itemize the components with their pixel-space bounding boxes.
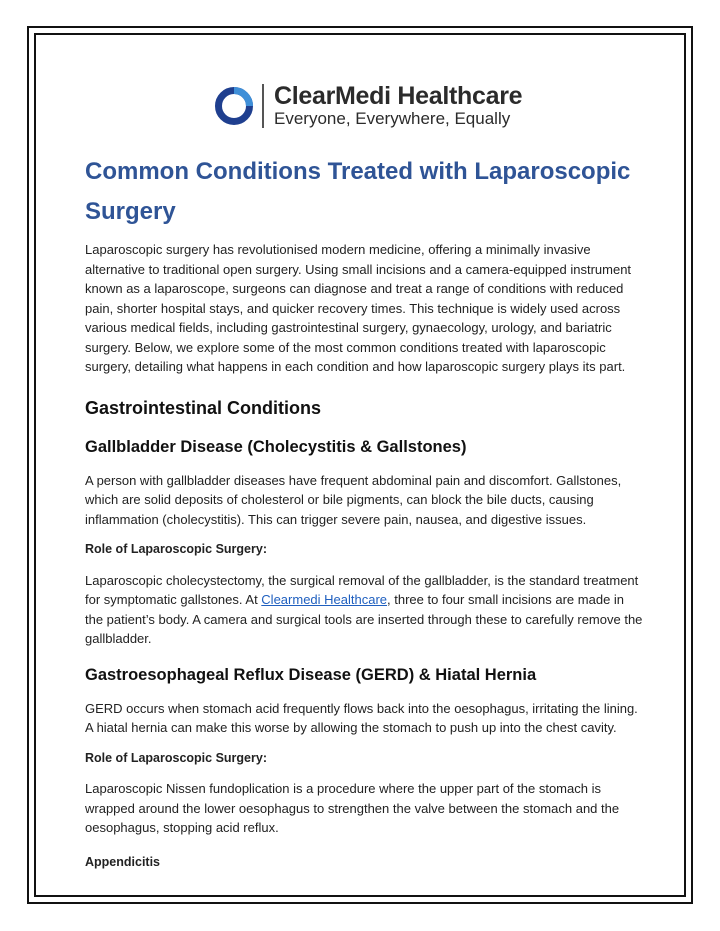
document-title: Common Conditions Treated with Laparoscopic Surgery — [85, 158, 631, 225]
section-heading-gastrointestinal: Gastrointestinal Conditions — [85, 397, 322, 418]
gerd-role-paragraph: Laparoscopic Nissen fundoplication is a procedure where the upper part of the stomach is wrapped around the lower oesophagus to strengthen the valve between the stomach and the oesophagus, stopping acid reflux. — [85, 781, 620, 835]
gerd-role-label: Role of Laparoscopic Surgery: — [85, 750, 267, 765]
company-logo — [214, 83, 522, 129]
document-body — [85, 152, 645, 872]
logo-ring-icon — [214, 86, 254, 126]
gerd-description: GERD occurs when stomach acid frequently flows back into the oesophagus, irritating the lining. A hiatal hernia can make this worse by allowing the stomach to push up into the chest cavity. — [85, 700, 638, 735]
gallbladder-role-label: Role of Laparoscopic Surgery: — [85, 542, 267, 556]
gallbladder-role-text-start: Laparoscopic cholecystectomy, the surgical removal of the gallbladder, is the standard treatment for symptomatic gallstones. At — [85, 572, 639, 607]
logo-tagline: Everyone, Everywhere, Equally — [274, 109, 511, 128]
clearmedi-healthcare-link[interactable]: Clearmedi Healthcare — [261, 592, 388, 607]
gallbladder-description: A person with gallbladder diseases have frequent abdominal pain and discomfort. Gallstones, which are solid deposits of cholesterol or bile pigments, can block the bile ducts, causing inflammation (cholecystitis). This can trigger severe pain, nausea, and digestive issues. — [85, 472, 622, 527]
gallbladder-role-text-end: , three to four small incisions are made in the patient’s body. A camera and surgical tools are inserted through these to carefully remove the gallbladder. — [85, 592, 643, 646]
subheading-gerd: Gastroesophageal Reflux Disease (GERD) & Hiatal Hernia — [85, 665, 537, 684]
logo-text — [274, 83, 522, 129]
gallbladder-role-paragraph — [85, 571, 645, 649]
intro-paragraph: Laparoscopic surgery has revolutionised modern medicine, offering a minimally invasive alternative to traditional open surgery. Using small incisions and a camera-equipped instrument known as a laparoscope, surgeons can diagnose and treat a range of conditions with reduced pain, shorter hospital stays, and quicker recovery times. This technique is widely used across various medical fields, including gastrointestinal surgery, gynaecology, urology, and bariatric surgery. Below, we explore some of the most common conditions treated with laparoscopic surgery, detailing what happens in each condition and how laparoscopic surgery plays its part. — [85, 242, 632, 374]
subheading-appendicitis: Appendicitis — [85, 854, 161, 869]
logo-company-name: ClearMedi Healthcare — [274, 82, 523, 110]
logo-divider — [262, 84, 264, 128]
subheading-gallbladder: Gallbladder Disease (Cholecystitis & Gallstones) — [85, 437, 467, 456]
